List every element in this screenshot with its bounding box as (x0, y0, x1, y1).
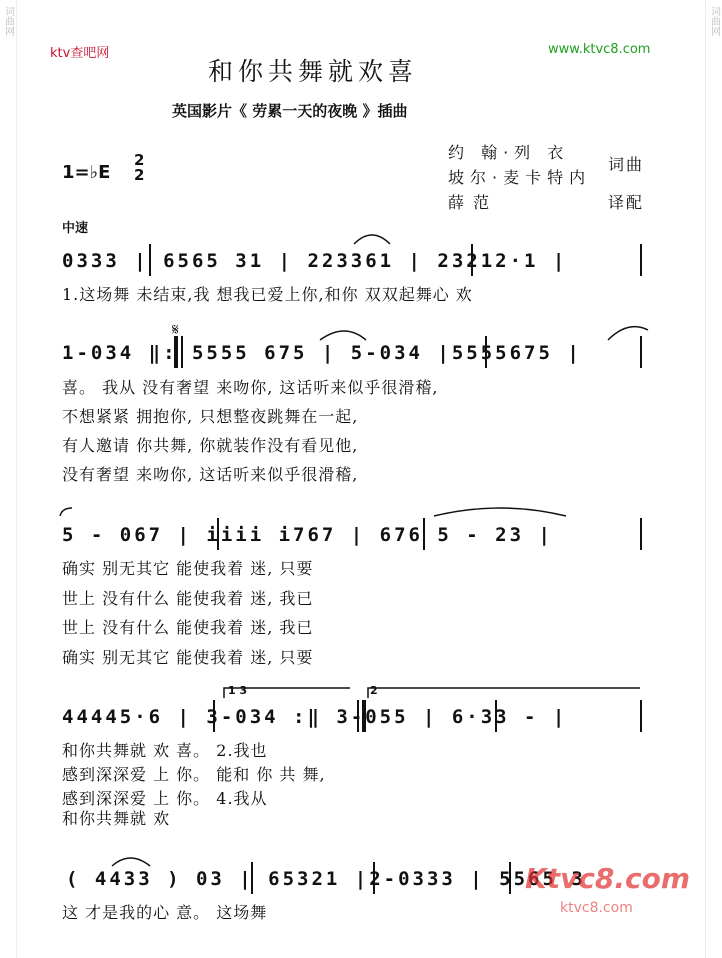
lyric-row-3-verse-3: 世上 没有什么 能使我着 迷, 我已 (62, 618, 314, 637)
lyric-row-2-verse-3: 有人邀请 你共舞, 你就装作没有看见他, (62, 436, 359, 455)
song-title: 和你共舞就欢喜 (208, 57, 419, 86)
key-signature: 1=♭E (62, 162, 111, 183)
role-translation: 译配 (608, 193, 645, 212)
notation-row-1: 0333 | 6565 31 | 223361 | 23212·1 | (62, 250, 568, 272)
time-top: 2 (134, 151, 145, 169)
lyric-row-2-verse-4: 没有奢望 来吻你, 这话听来似乎很滑稽, (62, 465, 359, 484)
brand-right-link[interactable]: www.ktvc8.com (548, 42, 651, 57)
watermark-text: ktvc8.com (560, 900, 633, 916)
lyric-row-3-verse-2: 世上 没有什么 能使我着 迷, 我已 (62, 589, 314, 608)
notation-row-5: ( 4433 ) 03 | 65321 |2-0333 | 5565 3 (66, 868, 586, 890)
lyric-row-5-verse-1: 这 才是我的心 意。 这场舞 (62, 903, 268, 922)
lyric-row-4-verse-3: 感到深深爱 上 你。 4.我从 (62, 789, 268, 808)
notation-row-2: 1-034 ‖: 5555 675 | 5-034 |5555675 | (62, 342, 582, 364)
lyric-row-4-verse-4: 和你共舞就 欢 (62, 809, 171, 828)
segno-sign: 𝄋 (172, 320, 179, 339)
notation-row-4: 44445·6 | 3-034 :‖ 3-055 | 6·33 - | (62, 706, 568, 728)
brand-left-link[interactable]: ktv查吧网 (50, 46, 110, 61)
lyric-row-4-verse-1: 和你共舞就 欢 喜。 2.我也 (62, 741, 268, 760)
watermark-logo: Ktvc8.com (525, 862, 691, 895)
volta-2-bracket (368, 688, 640, 698)
lyric-row-4-verse-2: 感到深深爱 上 你。 能和 你 共 舞, (62, 765, 326, 784)
tempo-mark: 中速 (62, 221, 89, 236)
translator: 薛 范 (448, 193, 492, 212)
side-text: 词曲网 (708, 6, 720, 36)
authors-line-1: 约 翰·列 衣 (448, 143, 570, 162)
lyric-row-3-verse-1: 确实 别无其它 能使我着 迷, 只要 (62, 559, 314, 578)
slur (320, 331, 366, 340)
time-bottom: 2 (134, 166, 145, 184)
slur (112, 858, 150, 866)
volta-1-label: 1 3 (228, 684, 248, 697)
song-subtitle: 英国影片《 劳累一天的夜晚 》插曲 (172, 102, 408, 120)
role-lyrics-music: 词曲 (608, 155, 645, 174)
notation-row-3: 5 - 067 | iiii i767 | 676 5 - 23 | (62, 524, 553, 546)
tie (60, 508, 72, 516)
lyric-row-3-verse-4: 确实 别无其它 能使我着 迷, 只要 (62, 648, 314, 667)
lyric-row-2-verse-2: 不想紧紧 拥抱你, 只想整夜跳舞在一起, (62, 407, 359, 426)
lyric-row-1-verse-1: 1.这场舞 未结束,我 想我已爱上你,和你 双双起舞心 欢 (62, 285, 473, 304)
authors-line-2: 坡尔·麦卡特内 (448, 168, 592, 187)
slur (434, 508, 566, 516)
volta-1-bracket (224, 688, 350, 698)
volta-2-label: 2 (370, 684, 378, 697)
side-text: 词曲网 (2, 6, 14, 36)
slur (354, 235, 390, 244)
lyric-row-2-verse-1: 喜。 我从 没有奢望 来吻你, 这话听来似乎很滑稽, (62, 378, 439, 397)
